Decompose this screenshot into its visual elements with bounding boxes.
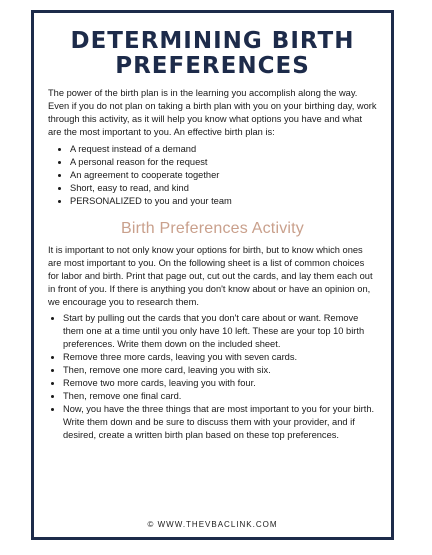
- page-title: [48, 29, 377, 79]
- list-item: • PERSONALIZED to you and your team: [70, 195, 377, 208]
- list-item: • Then, remove one final card.: [63, 390, 377, 403]
- page-title-line-2: PREFERENCES: [115, 53, 310, 79]
- plan-qualities-list: [48, 143, 377, 208]
- page-title-line-1: DETERMINING BIRTH: [70, 28, 355, 54]
- list-item: • Short, easy to read, and kind: [70, 182, 377, 195]
- activity-heading: Birth Preferences Activity: [120, 220, 305, 237]
- footer-copyright: © WWW.THEVBACLINK.COM: [147, 520, 278, 529]
- intro-paragraph: The power of the birth plan is in the learning you accomplish along the way. Even if you do not plan on taking a birth plan with you on your birthing day, work through this activity, as it will help you know what options you have and what are the most important to you. An effective birth plan is:: [48, 88, 377, 137]
- page-frame: [31, 10, 394, 540]
- list-item: • Remove three more cards, leaving you with seven cards.: [63, 351, 377, 364]
- activity-steps-list: [48, 312, 377, 442]
- list-item: • An agreement to cooperate together: [70, 169, 377, 182]
- list-item: • A request instead of a demand: [70, 143, 377, 156]
- list-item: • Remove two more cards, leaving you with four.: [63, 377, 377, 390]
- list-item: • A personal reason for the request: [70, 156, 377, 169]
- list-item: • Now, you have the three things that are most important to you for your birth. Write them down and be sure to discuss them with your provider, and if desired, create a written birth plan based on these top preferences.: [63, 403, 377, 442]
- list-item: • Start by pulling out the cards that you don't care about or want. Remove them one at a time until you only have 10 left. These are your top 10 birth preferences. Write them down on the included sheet.: [63, 312, 377, 351]
- list-item: • Then, remove one more card, leaving you with six.: [63, 364, 377, 377]
- activity-intro-paragraph: It is important to not only know your options for birth, but to know which ones are most important to you. On the following sheet is a list of common choices for labor and birth. Print that page out, cut out the cards, and lay them each out in front of you. If there is anything you don't know about or have an opinion on, we encourage you to research them.: [48, 245, 373, 307]
